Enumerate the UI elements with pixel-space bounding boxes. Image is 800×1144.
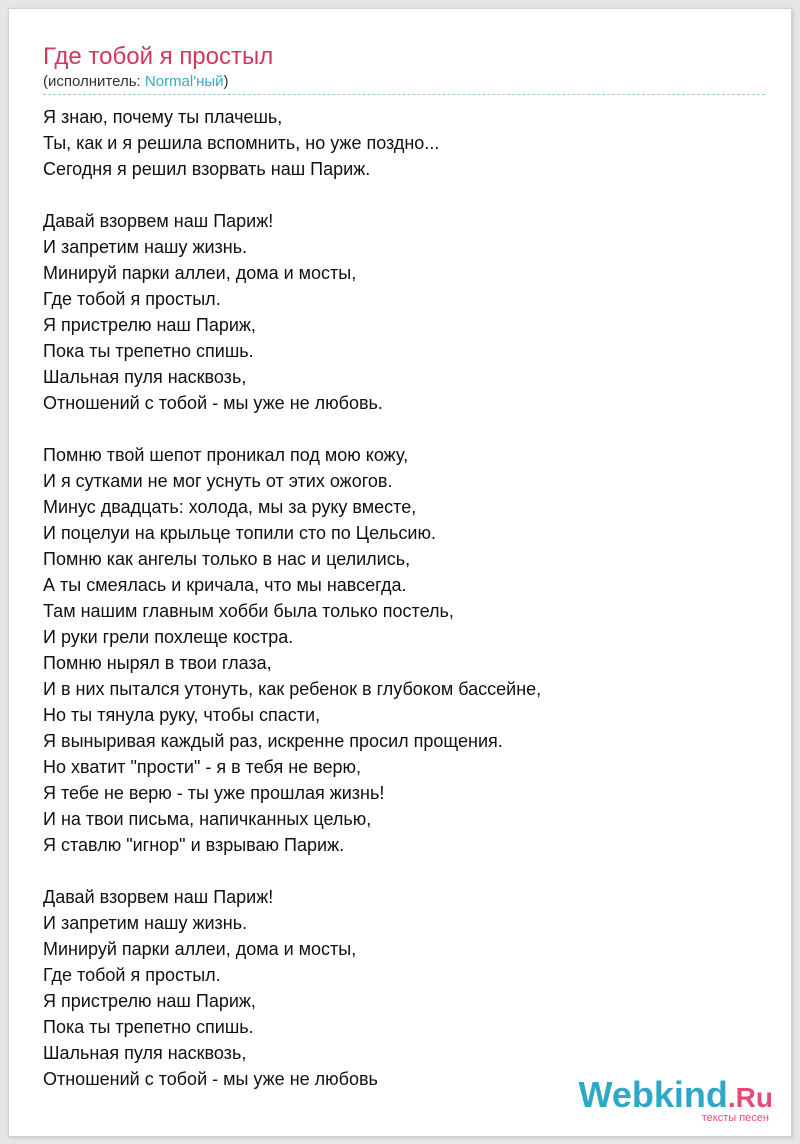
- lyric-line: Где тобой я простыл.: [43, 965, 221, 985]
- lyric-line: Помню как ангелы только в нас и целились,: [43, 549, 411, 569]
- lyric-line: Шальная пуля насквозь,: [43, 1043, 247, 1063]
- lyrics-body: [43, 104, 541, 1092]
- lyric-line: Отношений с тобой - мы уже не любовь: [43, 1069, 378, 1089]
- lyric-line: Пока ты трепетно спишь.: [43, 1017, 254, 1037]
- stanza-gap: [43, 858, 541, 884]
- lyric-line: И запретим нашу жизнь.: [43, 237, 248, 257]
- lyric-line: Я знаю, почему ты плачешь,: [43, 107, 283, 127]
- logo-tagline: тексты песен: [701, 1112, 769, 1124]
- lyric-line: Шальная пуля насквозь,: [43, 367, 247, 387]
- lyric-line: А ты смеялась и кричала, что мы навсегда.: [43, 575, 407, 595]
- stanza-gap: [43, 182, 541, 208]
- artist-line: [43, 73, 229, 90]
- lyric-line: И в них пытался утонуть, как ребенок в глубоком бассейне,: [43, 679, 542, 699]
- lyric-line: Отношений с тобой - мы уже не любовь.: [43, 393, 383, 413]
- lyric-line: Я ставлю "игнор" и взрываю Париж.: [43, 835, 345, 855]
- lyric-line: И я сутками не мог уснуть от этих ожогов.: [43, 471, 393, 491]
- lyric-line: Помню нырял в твои глаза,: [43, 653, 272, 673]
- logo-tld: .Ru: [727, 1082, 773, 1113]
- lyric-line: Там нашим главным хобби была только постель,: [43, 601, 454, 621]
- artist-link[interactable]: Normal'ный: [144, 73, 224, 90]
- lyric-line: И запретим нашу жизнь.: [43, 913, 248, 933]
- song-title: Где тобой я простыл: [43, 43, 274, 70]
- lyric-line: И поцелуи на крыльце топили сто по Цельсию.: [43, 523, 436, 543]
- lyric-line: Где тобой я простыл.: [43, 289, 221, 309]
- artist-prefix: (исполнитель:: [43, 73, 145, 90]
- stanza-gap: [43, 416, 541, 442]
- lyric-line: Минус двадцать: холода, мы за руку вместе,: [43, 497, 417, 517]
- lyric-line: Минируй парки аллеи, дома и мосты,: [43, 939, 357, 959]
- logo-name: Webkind: [578, 1074, 728, 1115]
- lyric-line: Но ты тянула руку, чтобы спасти,: [43, 705, 321, 725]
- artist-suffix: ): [223, 73, 229, 90]
- lyric-line: И руки грели похлеще костра.: [43, 627, 294, 647]
- lyric-line: Минируй парки аллеи, дома и мосты,: [43, 263, 357, 283]
- lyric-line: Я пристрелю наш Париж,: [43, 315, 256, 335]
- lyric-line: Помню твой шепот проникал под мою кожу,: [43, 445, 409, 465]
- lyric-line: Давай взорвем наш Париж!: [43, 887, 274, 907]
- lyric-line: И на твои письма, напичканных целью,: [43, 809, 372, 829]
- lyric-line: Пока ты трепетно спишь.: [43, 341, 254, 361]
- lyrics-page: [8, 8, 792, 1137]
- lyric-line: Я пристрелю наш Париж,: [43, 991, 256, 1011]
- logo-wordmark: [578, 1074, 773, 1116]
- title-divider: [43, 94, 765, 95]
- lyric-line: Ты, как и я решила вспомнить, но уже поздно...: [43, 133, 440, 153]
- lyric-line: Но хватит "прости" - я в тебя не верю,: [43, 757, 362, 777]
- lyric-line: Я выныривая каждый раз, искренне просил прощения.: [43, 731, 503, 751]
- site-logo[interactable]: [578, 1074, 773, 1124]
- lyric-line: Я тебе не верю - ты уже прошлая жизнь!: [43, 783, 385, 803]
- lyric-line: Давай взорвем наш Париж!: [43, 211, 274, 231]
- lyric-line: Сегодня я решил взорвать наш Париж.: [43, 159, 371, 179]
